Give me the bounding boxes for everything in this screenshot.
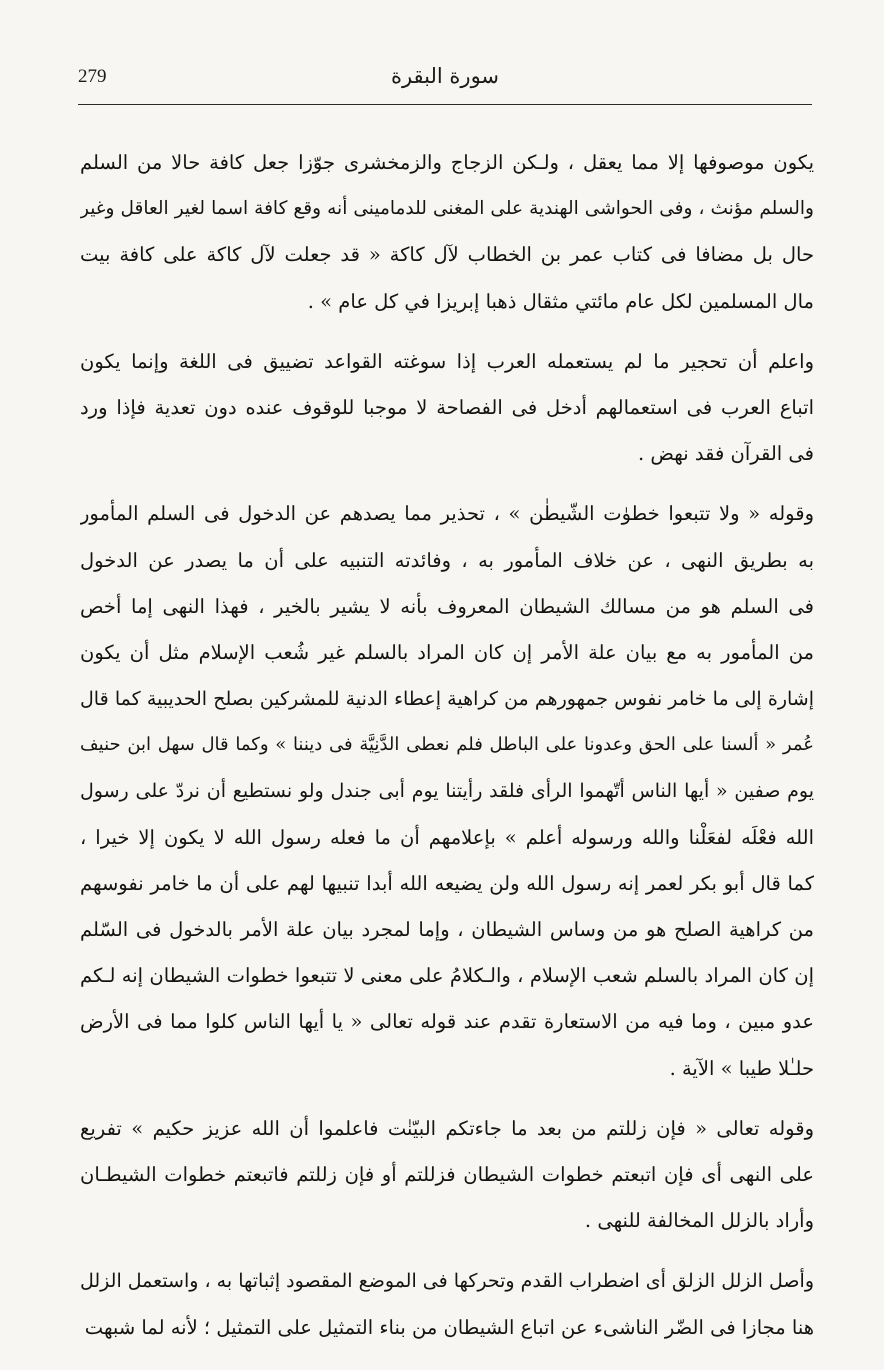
text-line: إن كان المراد بالسلم شعب الإسلام ، والـكلامُ على معنى لا تتبعوا خطوات الشيطان إنه لـكم (80, 964, 814, 988)
paragraph (80, 1106, 814, 1245)
text-line: عدو مبين ، وما فيه من الاستعارة تقدم عند قوله تعالى « يا أيها الناس كلوا مما فى الأرض (80, 1010, 814, 1034)
text-line: يكون موصوفها إلا مما يعقل ، ولـكن الزجاج والزمخشرى جوّزا جعل كافة حالا من السلم (80, 151, 814, 174)
paragraph (80, 339, 814, 478)
text-line: مال المسلمين لكل عام مائتي مثقال ذهبا إبريزا في كل عام » . (307, 289, 814, 313)
text-line: اتباع العرب فى استعمالهم أدخل فى الفصاحة لا موجبا للوقوف عنده دون تعدية فإذا ورد (80, 395, 814, 419)
text-line: من المأمور به مع بيان علة الأمر إن كان المراد بالسلم غير شُعب الإسلام مثل أن يكون (80, 640, 814, 664)
text-line: وأراد بالزلل المخالفة للنهى . (584, 1209, 814, 1233)
surah-title: سورة البقرة (390, 64, 500, 88)
text-line: من كراهية الصلح هو من وساس الشيطان ، وإما لمجرد بيان علة الأمر بالدخول فى السّلم (80, 918, 814, 941)
page-number: 279 (78, 66, 107, 87)
text-line: واعلم أن تحجير ما لم يستعمله العرب إذا سوغته القواعد تضييق فى اللغة وإنما يكون (80, 349, 814, 373)
text-line: وقوله « ولا تتبعوا خطوٰت الشّيطٰن » ، تحذير مما يصدهم عن الدخول فى السلم المأمور (80, 502, 814, 526)
text-line: حال بل مضافا فى كتاب عمر بن الخطاب لآل كاكة « قد جعلت لآل كاكة على كافة بيت (80, 243, 814, 267)
text-line: حلـٰلا طيبا » الآية . (669, 1056, 814, 1080)
text-line: إشارة إلى ما خامر نفوس جمهورهم من كراهية إعطاء الدنية للمشركين بصلح الحديبية كما قال (80, 688, 814, 711)
text-line: على النهى أى فإن اتبعتم خطوات الشيطان فزللتم أو فإن زللتم فاتبعتم خطوات الشيطـان (80, 1162, 814, 1186)
text-line: فى القرآن فقد نهض . (637, 442, 814, 466)
text-line: فى السلم هو من مسالك الشيطان المعروف بأنه لا يشير بالخير ، فهذا النهى إما أخص (80, 594, 814, 618)
paragraph (80, 1258, 814, 1350)
text-line: عُمر « ألسنا على الحق وعدونا على الباطل فلم نعطى الدَّنِيَّة فى ديننا » وكما قال سهل ابن حنيف (80, 734, 814, 756)
text-line: به بطريق النهى ، عن خلاف المأمور به ، وفائدته التنبيه على أن ما يصدر عن الدخول (80, 548, 814, 572)
paragraph (80, 140, 814, 325)
text-line: والسلم مؤنث ، وفى الحواشى الهندية على المغنى للدمامينى أنه وقع كافة اسما لغير العاقل وغير (80, 198, 814, 220)
paragraph (80, 491, 814, 1091)
text-line: يوم صفين « أيها الناس أتّهموا الرأى فلقد رأيتنا يوم أبى جندل ولو نستطيع أن نردّ على رسول (80, 780, 814, 803)
text-line: وقوله تعالى « فإن زللتم من بعد ما جاءتكم البيّنٰت فاعلموا أن الله عزيز حكيم » تفريع (80, 1116, 814, 1140)
text-line: هنا مجازا فى الضّر الناشىء عن اتباع الشيطان من بناء التمثيل على التمثيل ؛ لأنه لما شبهت (84, 1315, 814, 1339)
text-line: وأصل الزلل الزلق أى اضطراب القدم وتحركها فى الموضع المقصود إثباتها به ، واستعمل الزلل (80, 1270, 814, 1293)
running-header (78, 58, 812, 105)
text-line: الله فعْلَه لفعَلْنا والله ورسوله أعلم » بإعلامهم أن ما فعله رسول الله لا يكون إلا خيرا ، (80, 825, 814, 849)
text-line: كما قال أبو بكر لعمر إنه رسول الله ولن يضيعه الله أبدا تنبيها لهم على أن ما خامر نفوسهم (80, 871, 814, 895)
body-text (80, 140, 814, 1365)
